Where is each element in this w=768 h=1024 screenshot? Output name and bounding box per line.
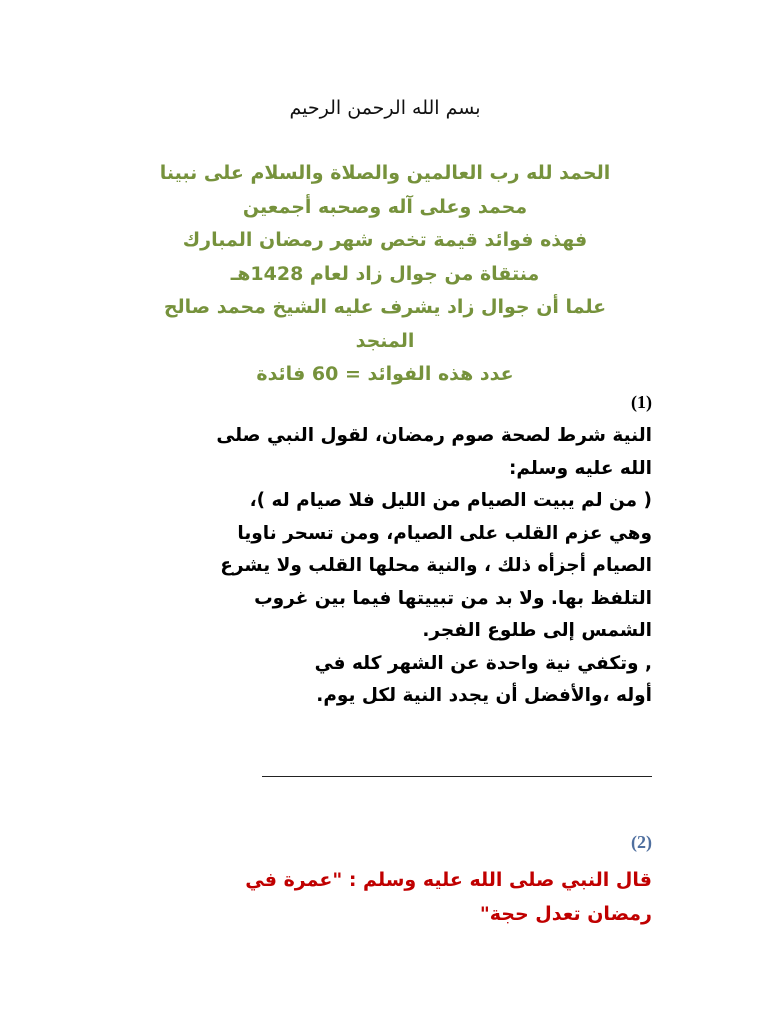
intro-block <box>118 157 652 392</box>
item-2-text <box>118 863 652 931</box>
item-number-2: (2) <box>631 832 652 852</box>
text-line: وهي عزم القلب على الصيام، ومن تسحر ناويا <box>237 522 652 544</box>
document-page <box>118 0 652 1024</box>
basmala-heading: بسم الله الرحمن الرحيم <box>289 97 481 119</box>
text-line: الله عليه وسلم: <box>508 457 652 479</box>
text-line: الصيام أجزأه ذلك ، والنية محلها القلب ولا يشرع <box>220 555 652 576</box>
intro-line: محمد وعلى آله وصحبه أجمعين <box>242 195 528 218</box>
text-line: التلفظ بها. ولا بد من تبييتها فيما بين غروب <box>254 587 652 609</box>
intro-line: الحمد لله رب العالمين والصلاة والسلام على نبينا <box>159 162 611 184</box>
text-line: ( من لم يبيت الصيام من الليل فلا صيام له )، <box>249 490 652 511</box>
text-line: الشمس إلى طلوع الفجر. <box>422 620 652 641</box>
item-number-1: (1) <box>631 392 652 412</box>
item-1-text <box>118 420 652 713</box>
text-line: , وتكفي نية واحدة عن الشهر كله في <box>314 652 652 674</box>
intro-line: منتقاة من جوال زاد لعام 1428هـ <box>230 262 540 285</box>
text-line: النية شرط لصحة صوم رمضان، لقول النبي صلى <box>216 425 652 446</box>
intro-line: عدد هذه الفوائد = 60 فائدة <box>256 363 514 385</box>
intro-line: فهذه فوائد قيمة تخص شهر رمضان المبارك <box>182 229 588 251</box>
text-line: رمضان تعدل حجة" <box>479 903 652 925</box>
intro-line: المنجد <box>355 329 415 352</box>
text-line: قال النبي صلى الله عليه وسلم : "عمرة في <box>245 869 652 891</box>
text-line: أوله ،والأفضل أن يجدد النية لكل يوم. <box>316 685 652 706</box>
intro-line: علما أن جوال زاد يشرف عليه الشيخ محمد صالح <box>163 296 607 318</box>
separator-line <box>262 776 652 777</box>
